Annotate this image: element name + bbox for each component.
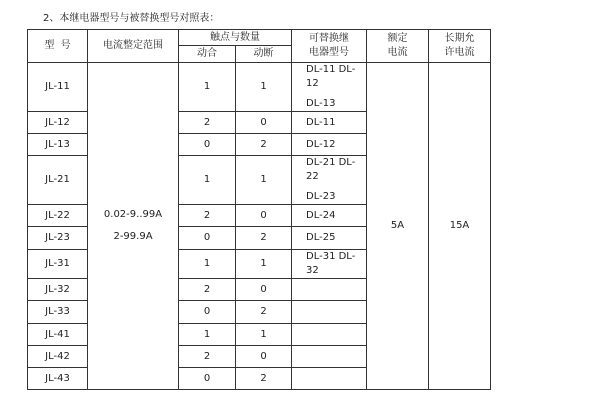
header-replaceable-line1: 可替换继 (309, 33, 349, 44)
replaceable-models: DL-25 (306, 232, 336, 243)
rated-current-cell: 5A (367, 63, 429, 390)
make-cell: 2 (179, 205, 236, 227)
make-cell: 2 (179, 112, 236, 134)
replaceable-cell (292, 279, 367, 301)
replaceable-models-line2: DL-13 (306, 98, 336, 109)
model-cell: JL-12 (28, 112, 88, 134)
header-model: 型 号 (28, 30, 88, 63)
replaceable-models: DL-31 DL-32 (306, 251, 356, 276)
make-cell: 0 (179, 368, 236, 390)
header-rated-line2: 电流 (387, 47, 408, 58)
make-cell: 2 (179, 279, 236, 301)
replaceable-models: DL-24 (306, 209, 336, 221)
replaceable-cell (292, 250, 367, 279)
model-cell: JL-23 (28, 227, 88, 250)
header-longterm (429, 30, 491, 63)
model-cell: JL-31 (28, 250, 88, 279)
model-cell: JL-21 (28, 156, 88, 205)
make-cell: 0 (179, 134, 236, 156)
header-replaceable-line2: 电器型号 (309, 47, 349, 58)
break-cell: 2 (236, 227, 292, 250)
break-cell: 2 (236, 301, 292, 324)
header-longterm-line1: 长期允 (444, 33, 475, 44)
current-range-cell (88, 63, 179, 390)
replaceable-cell (292, 112, 367, 134)
header-longterm-line2: 许电流 (444, 47, 475, 58)
table-row (28, 63, 491, 112)
replaceable-cell (292, 156, 367, 205)
header-contacts: 触点与数量 (179, 30, 292, 46)
make-cell: 1 (179, 324, 236, 346)
make-cell: 0 (179, 301, 236, 324)
replaceable-cell (292, 346, 367, 368)
break-cell: 2 (236, 368, 292, 390)
header-rated (367, 30, 429, 63)
header-replaceable (292, 30, 367, 63)
replaceable-cell (292, 301, 367, 324)
replaceable-cell (292, 324, 367, 346)
model-cell: JL-13 (28, 134, 88, 156)
replaceable-models: DL-12 (306, 138, 336, 150)
model-cell: JL-22 (28, 205, 88, 227)
replaceable-models: DL-21 DL-22 (306, 157, 356, 182)
model-cell: JL-42 (28, 346, 88, 368)
break-cell: 1 (236, 156, 292, 205)
break-cell: 0 (236, 205, 292, 227)
break-cell: 1 (236, 63, 292, 112)
replaceable-models-line2: DL-23 (306, 191, 336, 202)
current-range-line2: 2-99.9A (113, 231, 153, 242)
replaceable-cell (292, 368, 367, 390)
break-cell: 1 (236, 250, 292, 279)
longterm-current-cell: 15A (429, 63, 491, 390)
make-cell: 2 (179, 346, 236, 368)
model-cell: JL-11 (28, 63, 88, 112)
replaceable-cell (292, 227, 367, 250)
section-title: 2、本继电器型号与被替换型号对照表： (43, 13, 220, 24)
replaceable-cell (292, 63, 367, 112)
model-cell: JL-32 (28, 279, 88, 301)
break-cell: 2 (236, 134, 292, 156)
replaceable-cell (292, 205, 367, 227)
header-rated-line1: 额定 (387, 33, 408, 44)
break-cell: 0 (236, 279, 292, 301)
model-cell: JL-41 (28, 324, 88, 346)
break-cell: 0 (236, 346, 292, 368)
model-cell: JL-43 (28, 368, 88, 390)
current-range-line1: 0.02-9..99A (103, 209, 163, 220)
break-cell: 1 (236, 324, 292, 346)
replaceable-models: DL-11 DL-12 (306, 64, 356, 89)
break-cell: 0 (236, 112, 292, 134)
make-cell: 0 (179, 227, 236, 250)
replaceable-cell (292, 134, 367, 156)
make-cell: 1 (179, 250, 236, 279)
replaceable-models: DL-11 (306, 116, 336, 128)
make-cell: 1 (179, 63, 236, 112)
header-make: 动合 (179, 46, 236, 63)
make-cell: 1 (179, 156, 236, 205)
header-break: 动断 (236, 46, 292, 63)
relay-model-table (27, 29, 491, 390)
header-current-range: 电流整定范围 (88, 30, 179, 63)
model-cell: JL-33 (28, 301, 88, 324)
